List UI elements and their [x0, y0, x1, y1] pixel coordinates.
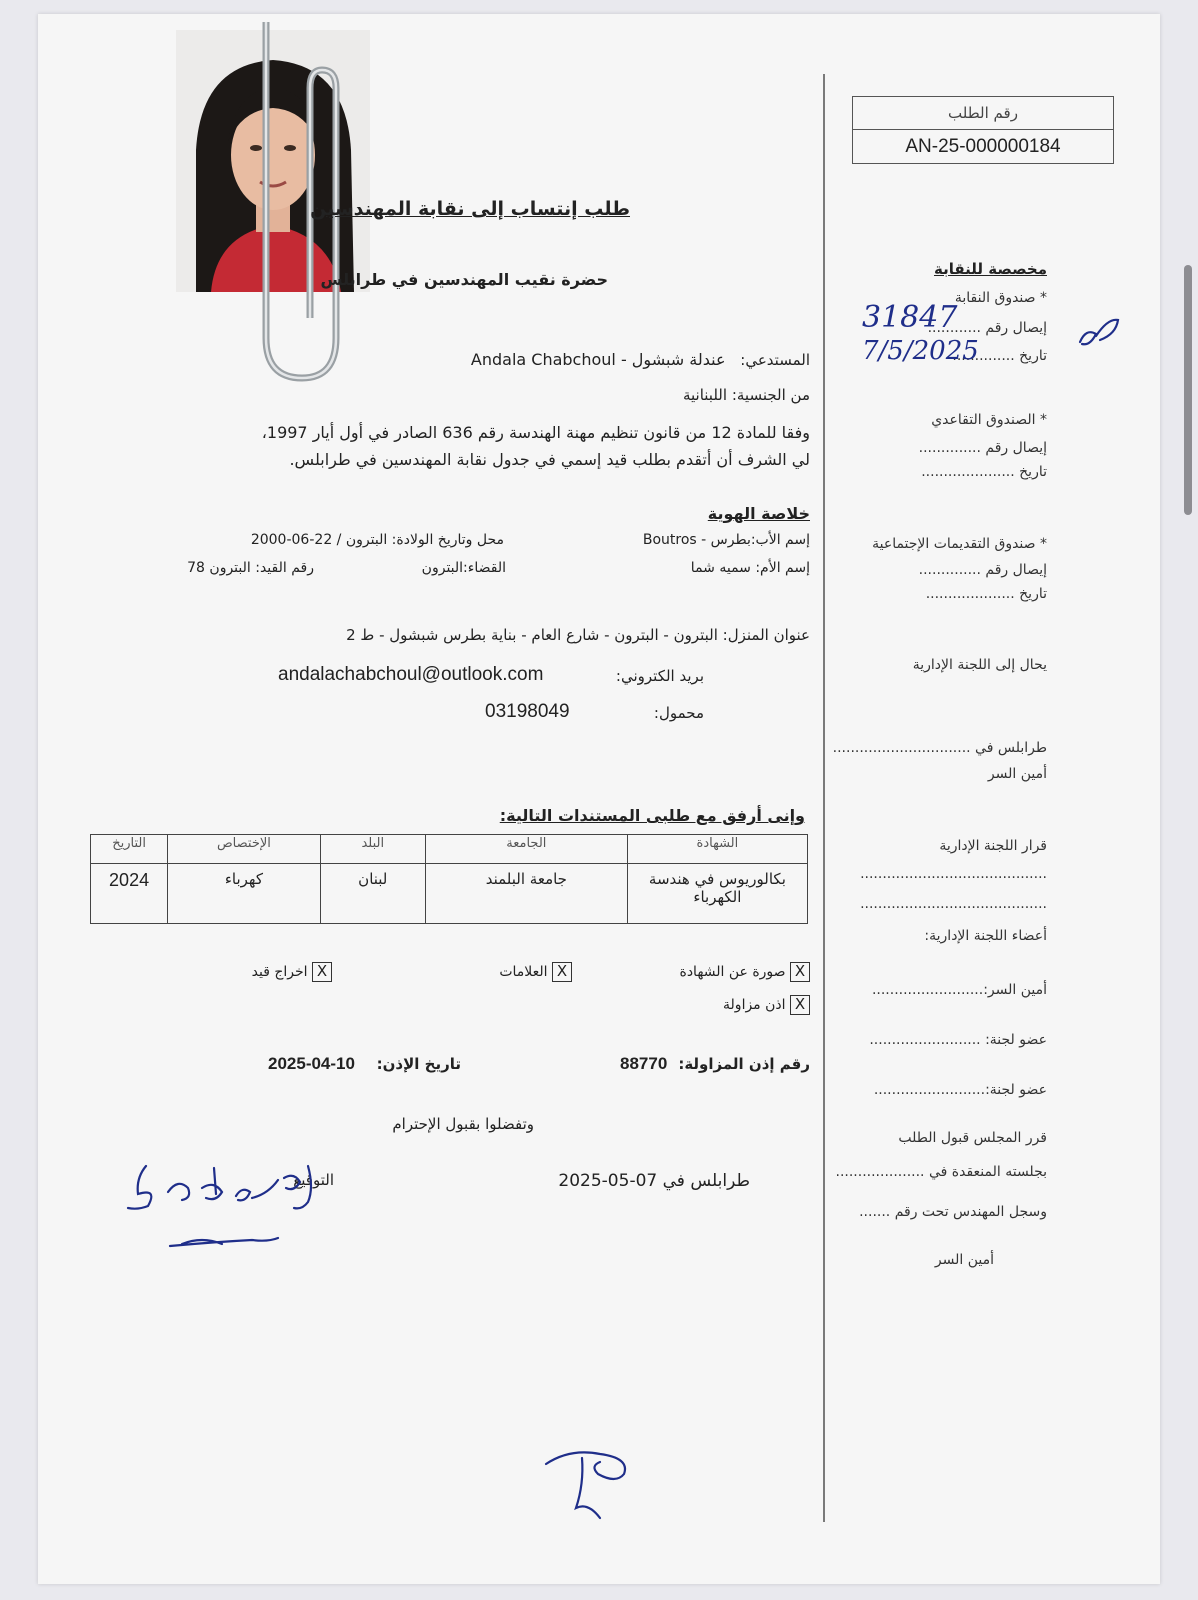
col-university: الجامعة: [425, 835, 627, 864]
intro-line-2: لي الشرف أن أتقدم بطلب قيد إسمي في جدول نقابة المهندسين في طرابلس.: [289, 450, 810, 469]
attachment-cert-copy[interactable]: X صورة عن الشهادة: [679, 962, 810, 982]
council-decision-3: وسجل المهندس تحت رقم .......: [859, 1204, 1047, 1220]
nationality-value: اللبنانية: [682, 386, 728, 404]
column-divider: [823, 74, 825, 1522]
identity-heading: خلاصة الهوية: [707, 504, 810, 523]
father-name: إسم الأب:بطرس - Boutros: [642, 532, 810, 548]
request-number-box: [852, 96, 1114, 164]
col-degree: الشهادة: [627, 835, 807, 864]
col-date: التاريخ: [91, 835, 168, 864]
fund1-receipt-handwritten: 31847: [862, 300, 958, 335]
permit-number-label: رقم إذن المزاولة:: [678, 1055, 810, 1073]
applicant-line: [471, 350, 810, 369]
secretary-1: أمين السر: [987, 766, 1047, 782]
table-row: [91, 864, 808, 924]
council-decision-2: بجلسته المنعقدة في ....................: [835, 1164, 1047, 1180]
committee-member-1: عضو لجنة: .........................: [869, 1032, 1047, 1048]
sidebar-heading: مخصصة للنقابة: [933, 260, 1047, 278]
fund3-date: تاريخ ....................: [925, 586, 1047, 602]
attachment-practice-permit[interactable]: X اذن مزاولة: [723, 995, 810, 1015]
addressee: حضرة نقيب المهندسين في طرابلس: [320, 270, 608, 289]
place-date: طرابلس في 07-05-2025: [558, 1171, 750, 1191]
documents-heading: وإنى أرفق مع طلبى المستندات التالية:: [499, 806, 805, 825]
fund1-receipt: إيصال رقم ............: [927, 320, 1047, 336]
checkbox-practice-permit[interactable]: X: [790, 995, 810, 1015]
signature-label: التوقيع: [293, 1171, 334, 1189]
scrollbar[interactable]: [1184, 265, 1192, 515]
birth-place-date: محل وتاريخ الولادة: البترون / 22-06-2000: [250, 532, 504, 548]
initials-signature-icon: [1076, 312, 1122, 352]
mobile-value: 03198049: [485, 701, 570, 722]
specialty-cell: كهرباء: [168, 864, 321, 924]
permit-date: 2025-04-10: [268, 1054, 355, 1073]
fund1-title: * صندوق النقابة: [954, 290, 1047, 306]
col-specialty: الإختصاص: [168, 835, 321, 864]
documents-table: [90, 834, 808, 924]
request-number-label: رقم الطلب: [853, 97, 1113, 130]
district: القضاء:البترون: [421, 560, 506, 576]
permit-date-label: تاريخ الإذن:: [376, 1055, 461, 1073]
committee-members: أعضاء اللجنة الإدارية:: [924, 928, 1047, 944]
checkbox-grades[interactable]: X: [552, 962, 572, 982]
tripoli-in: طرابلس في ...............................: [832, 740, 1047, 756]
email-value: andalachabchoul@outlook.com: [278, 664, 544, 685]
applicant-name: عندلة شبشول - Andala Chabchoul: [470, 350, 726, 369]
attachment-grades[interactable]: X العلامات: [499, 962, 572, 982]
decision-dots-1: ..........................................: [860, 866, 1047, 882]
col-country: البلد: [320, 835, 425, 864]
official-signature-icon: [540, 1444, 650, 1524]
request-number-value: AN-25-000000184: [905, 136, 1061, 157]
home-address: عنوان المنزل: البترون - البترون - شارع العام - بناية بطرس شبشول - ط 2: [346, 626, 810, 644]
form-title: طلب إنتساب إلى نقابة المهندسين: [310, 198, 630, 220]
attachment-registry-extract[interactable]: X اخراج قيد: [252, 962, 332, 982]
checkbox-registry-extract[interactable]: X: [312, 962, 332, 982]
council-decision-1: قرر المجلس قبول الطلب: [898, 1130, 1047, 1146]
applicant-label: المستدعي:: [740, 351, 810, 369]
fund3-title: * صندوق التقديمات الإجتماعية: [872, 536, 1047, 552]
secretary-3: أمين السر: [934, 1252, 994, 1268]
committee-decision: قرار اللجنة الإدارية: [939, 838, 1047, 854]
permit-number: 88770: [620, 1054, 668, 1073]
applicant-signature-icon: [118, 1158, 348, 1268]
mobile-label: محمول:: [653, 704, 704, 722]
closing-text: وتفضلوا بقبول الإحترام: [392, 1115, 534, 1133]
fund1-date-handwritten: 7/5/2025: [862, 336, 979, 366]
country-cell: لبنان: [320, 864, 425, 924]
mother-name: إسم الأم: سميه شما: [690, 560, 810, 576]
fund2-date: تاريخ .....................: [921, 464, 1047, 480]
fund2-title: * الصندوق التقاعدي: [931, 412, 1047, 428]
nationality-line: [683, 386, 810, 404]
fund3-receipt: إيصال رقم ..............: [918, 562, 1047, 578]
committee-member-2: عضو لجنة:.........................: [873, 1082, 1047, 1098]
nationality-label: من الجنسية:: [731, 386, 810, 404]
intro-line-1: وفقا للمادة 12 من قانون تنظيم مهنة الهندسة رقم 636 الصادر في أول أيار 1997،: [261, 423, 810, 442]
fund1-date: تاريخ ..............: [952, 348, 1047, 364]
decision-dots-2: ..........................................: [860, 896, 1047, 912]
checkbox-cert-copy[interactable]: X: [790, 962, 810, 982]
registry-number: رقم القيد: البترون 78: [187, 560, 314, 576]
year-cell: 2024: [91, 864, 168, 924]
fund2-receipt: إيصال رقم ..............: [918, 440, 1047, 456]
email-label: بريد الكتروني:: [615, 667, 704, 685]
secretary-2: أمين السر:.........................: [871, 982, 1047, 998]
university-cell: جامعة البلمند: [425, 864, 627, 924]
referral-text: يحال إلى اللجنة الإدارية: [912, 657, 1047, 673]
degree-cell: بكالوريوس في هندسة الكهرباء: [627, 864, 807, 924]
